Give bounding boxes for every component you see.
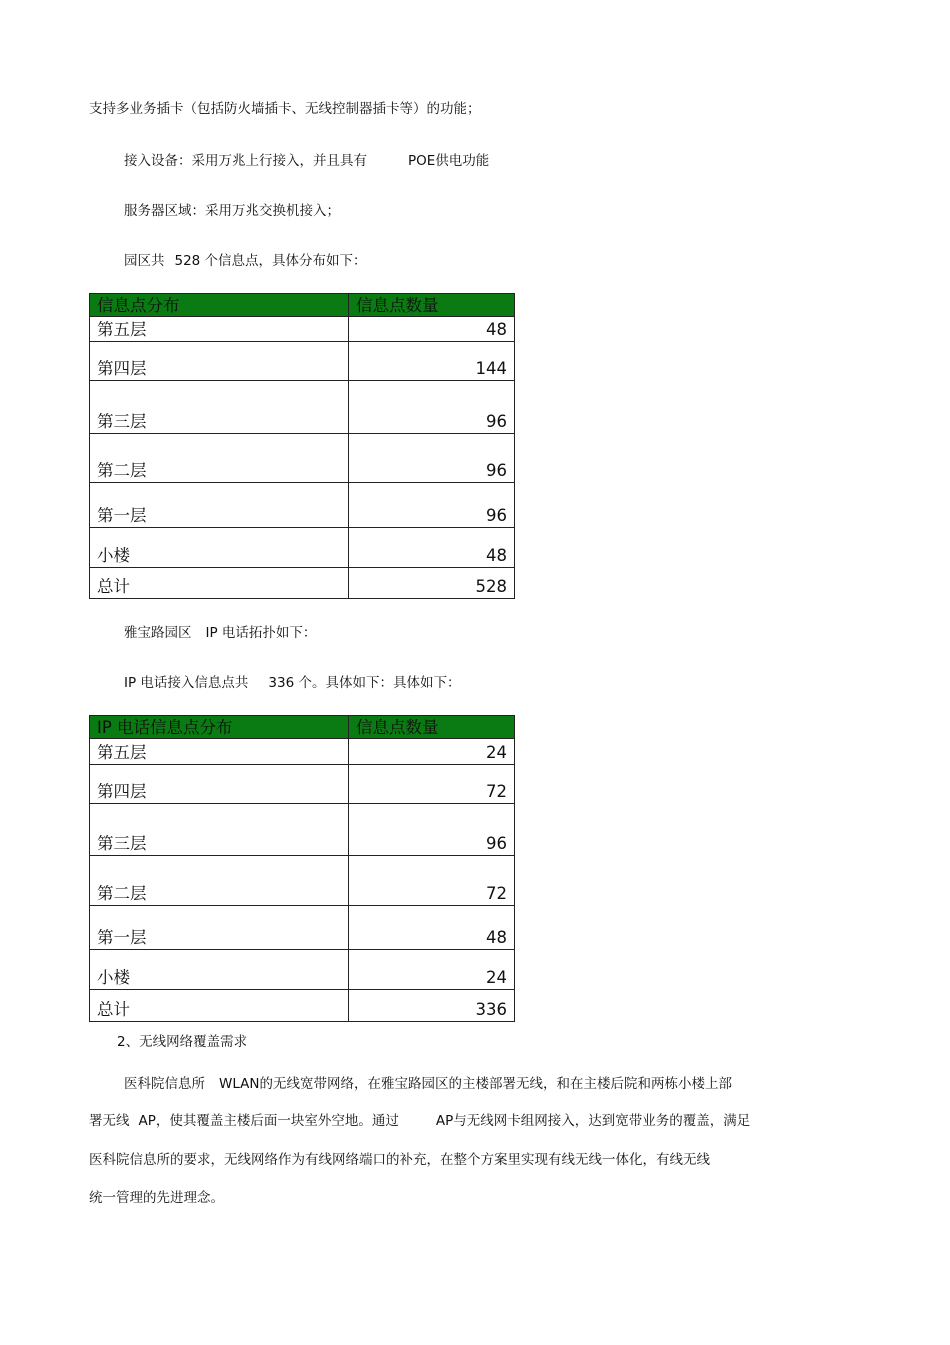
table-row [90,739,515,765]
row-count: 24 [349,739,515,765]
paragraph-ip-phone-topology [124,624,316,642]
wireless-ap-networking: AP与无线网卡组网接入，达到宽带业务的覆盖，满足 [435,1113,751,1129]
table-row [90,381,515,434]
table-row-total [90,568,515,599]
paragraph-wireless-line2 [89,1112,750,1130]
row-count: 96 [349,483,515,528]
row-name: 小楼 [90,528,349,568]
table-row [90,342,515,381]
row-count: 336 [349,990,515,1022]
row-count: 48 [349,317,515,342]
section-heading-wireless: 2、无线网络覆盖需求 [117,1034,248,1050]
table-row [90,317,515,342]
paragraph-campus-total [124,252,367,270]
paragraph-wireless-line1 [124,1075,732,1093]
wireless-wlan-text: WLAN的无线宽带网络，在雅宝路园区的主楼部署无线，和在主楼后院和两栋小楼上部 [219,1076,733,1092]
campus-total-count: 528 个信息点，具体分布如下： [174,253,367,269]
table-row-total [90,990,515,1022]
ip-topology-label: 雅宝路园区 [124,625,192,641]
table-row [90,804,515,856]
row-name: 第二层 [90,856,349,906]
row-count: 96 [349,434,515,483]
header-distribution: IP 电话信息点分布 [90,716,349,739]
row-name: 小楼 [90,950,349,990]
paragraph-access-devices [124,152,489,170]
campus-total-label: 园区共 [124,253,165,269]
wireless-ap-coverage: AP，使其覆盖主楼后面一块室外空地。通过 [138,1113,399,1129]
row-name: 第一层 [90,906,349,950]
header-distribution: 信息点分布 [90,294,349,317]
table-row [90,528,515,568]
table-row [90,765,515,804]
row-name: 第三层 [90,381,349,434]
row-count: 48 [349,528,515,568]
row-count: 96 [349,381,515,434]
header-count: 信息点数量 [349,294,515,317]
row-name: 总计 [90,990,349,1022]
poe-text: POE供电功能 [408,153,490,169]
row-name: 第四层 [90,765,349,804]
header-count: 信息点数量 [349,716,515,739]
paragraph-ip-phone-total [124,674,460,692]
ip-phone-point-table [89,715,515,1022]
paragraph-server-area: 服务器区域：采用万兆交换机接入； [124,203,340,219]
access-devices-text: 接入设备：采用万兆上行接入，并且具有 [124,153,367,169]
row-count: 48 [349,906,515,950]
table-header-row [90,294,515,317]
row-name: 总计 [90,568,349,599]
paragraph-wireless-line4: 统一管理的先进理念。 [89,1190,224,1206]
ip-total-count: 336 个。具体如下：具体如下： [268,675,461,691]
paragraph-wireless-line3: 医科院信息所的要求，无线网络作为有线网络端口的补充，在整个方案里实现有线无线一体化，有线无线 [89,1152,710,1168]
table-row [90,906,515,950]
info-point-table [89,293,515,599]
table-header-row [90,716,515,739]
row-name: 第三层 [90,804,349,856]
row-count: 96 [349,804,515,856]
table-row [90,950,515,990]
row-count: 144 [349,342,515,381]
table-row [90,483,515,528]
ip-total-label: IP 电话接入信息点共 [124,675,249,691]
table-row [90,856,515,906]
row-count: 24 [349,950,515,990]
wireless-deploy-label: 署无线 [89,1113,130,1129]
ip-topology-text: IP 电话拓扑如下： [205,625,317,641]
row-count: 72 [349,765,515,804]
row-count: 528 [349,568,515,599]
wireless-institute-label: 医科院信息所 [124,1076,205,1092]
row-count: 72 [349,856,515,906]
paragraph-multi-service-cards: 支持多业务插卡（包括防火墙插卡、无线控制器插卡等）的功能； [89,101,481,117]
row-name: 第五层 [90,317,349,342]
table-row [90,434,515,483]
row-name: 第二层 [90,434,349,483]
row-name: 第五层 [90,739,349,765]
row-name: 第四层 [90,342,349,381]
row-name: 第一层 [90,483,349,528]
